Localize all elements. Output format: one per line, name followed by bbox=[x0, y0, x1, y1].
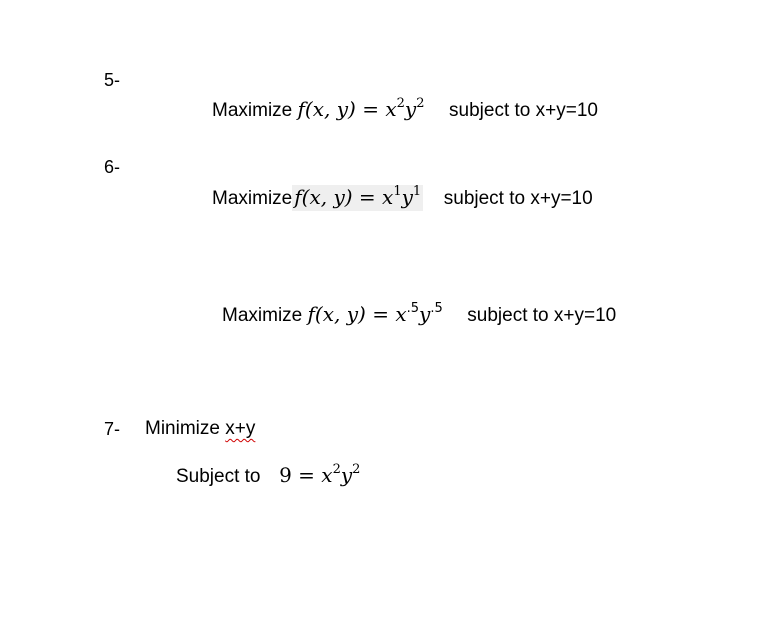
function-args: (x, y) bbox=[301, 185, 353, 209]
problem-6b-constraint: subject to x+y=10 bbox=[467, 305, 617, 326]
problem-5-statement bbox=[212, 97, 598, 125]
problem-7-objective[interactable]: x+y bbox=[225, 418, 256, 439]
problem-number-5: 5- bbox=[104, 70, 121, 90]
problem-5-verb: Maximize bbox=[212, 100, 293, 121]
function-name: f bbox=[294, 185, 302, 209]
problem-6b-equation bbox=[308, 302, 443, 326]
base-y: y bbox=[401, 185, 413, 209]
equals-sign: = bbox=[372, 302, 389, 326]
base-x: x bbox=[382, 185, 394, 209]
problem-7-verb: Minimize bbox=[145, 418, 220, 439]
problem-7-statement bbox=[145, 417, 255, 441]
function-args: (x, y) bbox=[314, 302, 366, 326]
exponent-y: 2 bbox=[352, 462, 361, 477]
equals-sign: = bbox=[298, 463, 315, 487]
problem-5-equation bbox=[298, 97, 425, 121]
problem-7-subject-label: Subject to bbox=[176, 466, 261, 487]
problem-6-statement bbox=[212, 185, 593, 213]
base-y: y bbox=[419, 302, 431, 326]
problem-5-constraint: subject to x+y=10 bbox=[449, 100, 598, 121]
problem-6-equation[interactable] bbox=[292, 185, 423, 211]
exponent-x: .5 bbox=[406, 301, 419, 316]
function-args: (x, y) bbox=[304, 97, 356, 121]
exponent-x: 1 bbox=[393, 184, 402, 199]
exponent-y: .5 bbox=[430, 301, 443, 316]
base-y: y bbox=[340, 463, 353, 487]
base-x: x bbox=[321, 463, 333, 487]
base-x: x bbox=[385, 97, 397, 121]
function-name: f bbox=[307, 302, 315, 326]
exponent-y: 1 bbox=[412, 184, 422, 199]
exponent-x: 2 bbox=[332, 462, 341, 477]
exponent-x: 2 bbox=[396, 96, 405, 111]
problem-number-6: 6- bbox=[104, 157, 121, 177]
function-name: f bbox=[297, 97, 305, 121]
problem-6-constraint: subject to x+y=10 bbox=[443, 188, 593, 209]
problem-6-verb: Maximize bbox=[212, 188, 293, 209]
lhs-value: 9 bbox=[279, 463, 292, 487]
problem-6b-verb: Maximize bbox=[222, 305, 303, 326]
base-y: y bbox=[404, 97, 417, 121]
problem-6b-statement bbox=[222, 302, 616, 330]
problem-number-7: 7- bbox=[104, 419, 121, 439]
exponent-y: 2 bbox=[416, 96, 425, 111]
problem-7-constraint bbox=[176, 463, 360, 491]
equals-sign: = bbox=[358, 185, 376, 209]
problem-7-equation bbox=[279, 463, 360, 487]
base-x: x bbox=[395, 302, 407, 326]
equals-sign: = bbox=[362, 97, 379, 121]
